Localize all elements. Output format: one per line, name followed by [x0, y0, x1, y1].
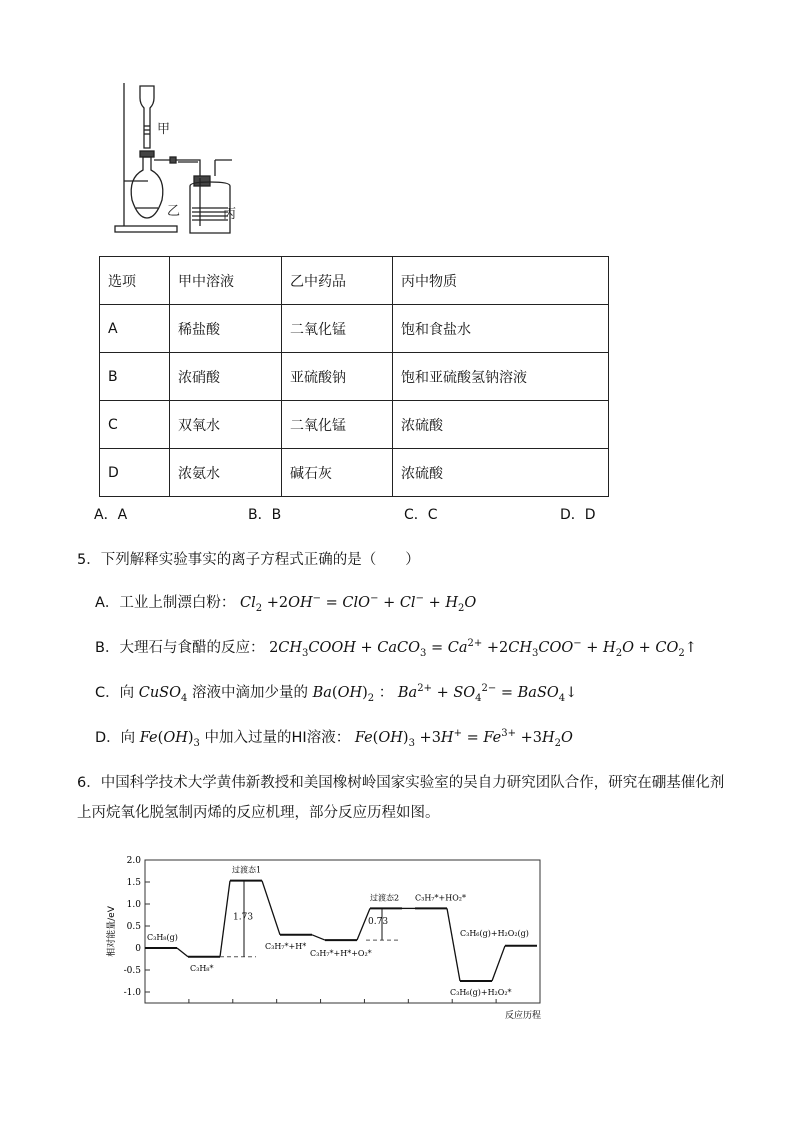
label-jia: 甲: [157, 122, 171, 137]
cuso4-formula: CuSO$_4$: [138, 685, 188, 704]
transition-line: [177, 948, 188, 957]
feoh3-formula: $Fe(OH)_3$: [139, 730, 200, 749]
table-row: [100, 401, 609, 449]
q5-option-d-label-mid: 中加入过量的HI溶液：: [204, 730, 351, 746]
table-cell: D: [100, 449, 170, 497]
choice-c[interactable]: C．C: [404, 507, 438, 523]
transition-line: [220, 881, 230, 957]
y-tick-label: 1.5: [126, 878, 141, 888]
question-6-stem-line1: 6．中国科学技术大学黄伟新教授和美国橡树岭国家实验室的吴自力研究团队合作，研究在硼基催化剂: [77, 775, 725, 791]
choice-b[interactable]: B．B: [248, 507, 282, 523]
options-table: [99, 256, 609, 497]
level-label: C₃H₇*+H*: [265, 941, 307, 951]
table-header: 乙中药品: [282, 257, 393, 305]
table-cell: C: [100, 401, 170, 449]
transition-line: [492, 946, 505, 981]
table-cell: 浓硝酸: [170, 353, 282, 401]
y-tick-label: 1.0: [126, 900, 141, 910]
table-cell: 二氧化锰: [282, 305, 393, 353]
q5-option-a-label: A．工业上制漂白粉：: [95, 595, 236, 611]
level-label: C₃H₇*+H*+O₂*: [310, 949, 372, 959]
x-axis-label: 反应历程: [505, 1011, 542, 1021]
q5-option-b[interactable]: [95, 636, 697, 659]
y-tick-label: -1.0: [123, 988, 141, 998]
table-row: [100, 305, 609, 353]
table-header: 丙中物质: [393, 257, 609, 305]
barrier-label-1: 1.73: [233, 912, 254, 923]
q5-option-c-label: C．向: [95, 685, 135, 701]
label-bing: 丙: [223, 207, 237, 222]
table-header-row: [100, 257, 609, 305]
y-tick-label: 0: [135, 944, 141, 954]
level-label: 过渡态2: [370, 893, 400, 903]
barrier-label-2: 0.73: [368, 916, 389, 927]
table-cell: 双氧水: [170, 401, 282, 449]
level-label: 过渡态1: [232, 865, 262, 875]
question-6-stem-line2: 上丙烷氧化脱氢制丙烯的反应机理，部分反应历程如图。: [77, 805, 440, 821]
transition-line: [262, 881, 280, 935]
table-cell: A: [100, 305, 170, 353]
level-label: C₃H₈*: [190, 963, 214, 973]
y-tick-label: -0.5: [123, 966, 141, 976]
table-row: [100, 449, 609, 497]
q5-option-c[interactable]: C．向 CuSO$_4$ 溶液中滴加少量的 $Ba(OH)_2$ ： $Ba^{2+} + SO_4^{2-}$ = BaSO$_4$↓: [95, 683, 578, 704]
q5-option-d-equation: $Fe(OH)_3 +3H^+ = Fe^{3+} +3H_2O$: [354, 728, 573, 749]
baoh2-formula: $Ba(OH)_2$: [312, 685, 375, 704]
q5-option-c-label-mid: 溶液中滴加少量的: [191, 685, 308, 701]
table-cell: 二氧化锰: [282, 401, 393, 449]
level-label: C₃H₆(g)+H₂O₂*: [450, 988, 512, 997]
choice-d[interactable]: D．D: [560, 507, 596, 523]
question-5-stem: 5．下列解释实验事实的离子方程式正确的是（ ）: [77, 552, 420, 568]
table-cell: 亚硫酸钠: [282, 353, 393, 401]
level-label: C₃H₈(g): [147, 933, 178, 942]
apparatus-figure: [110, 78, 250, 238]
q5-option-c-equation: $Ba^{2+} + SO_4^{2-}$ = BaSO$_4$↓: [397, 683, 578, 704]
table-header: 甲中溶液: [170, 257, 282, 305]
table-cell: 稀盐酸: [170, 305, 282, 353]
transition-line: [312, 935, 325, 940]
y-tick-label: 2.0: [126, 856, 141, 866]
energy-profile-chart: [100, 848, 560, 1023]
q5-option-d[interactable]: [95, 726, 573, 749]
table-cell: 浓硫酸: [393, 449, 609, 497]
label-yi: 乙: [167, 204, 181, 219]
level-label: C₃H₆(g)+H₂O₂(g): [460, 928, 529, 938]
level-label: C₃H₇*+HO₂*: [415, 893, 466, 903]
table-row: [100, 353, 609, 401]
y-axis-label: 相对能量/eV: [107, 906, 117, 957]
y-tick-label: 0.5: [126, 922, 141, 932]
table-cell: 饱和亚硫酸氢钠溶液: [393, 353, 609, 401]
q5-option-b-equation: $2CH_3COOH$ + CaCO$_3$ = $Ca^{2+} +2CH_3COO^- + H_2O$ + $CO_2↑$: [269, 638, 697, 659]
choice-a[interactable]: A．A: [94, 507, 128, 523]
table-cell: 饱和食盐水: [393, 305, 609, 353]
q5-option-a-equation: $Cl_2 +2OH^- = ClO^- + Cl^- + H_2O$: [240, 593, 477, 614]
transition-line: [447, 908, 460, 981]
q5-option-d-label: D．向: [95, 730, 136, 746]
table-header: 选项: [100, 257, 170, 305]
table-cell: 碱石灰: [282, 449, 393, 497]
q5-option-a[interactable]: [95, 591, 476, 614]
table-cell: 浓硫酸: [393, 401, 609, 449]
q5-option-b-label: B．大理石与食醋的反应：: [95, 640, 265, 656]
table-cell: 浓氨水: [170, 449, 282, 497]
table-cell: B: [100, 353, 170, 401]
